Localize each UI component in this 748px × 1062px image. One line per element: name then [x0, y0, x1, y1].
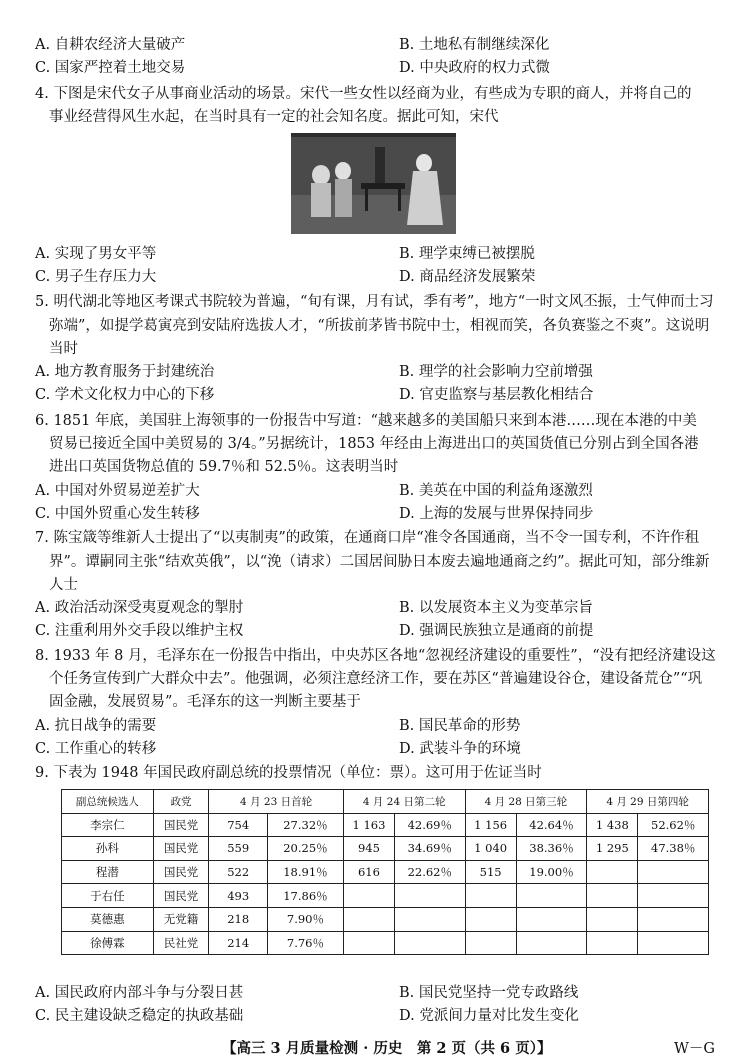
q9-option-b: B. 国民党坚持一党专政路线 — [399, 985, 579, 1001]
q3-option-a: A. 自耕农经济大量破产 — [35, 37, 186, 53]
table-row — [62, 813, 709, 837]
table-cell-r2v — [343, 907, 394, 931]
q6-option-a: A. 中国对外贸易逆差扩大 — [35, 483, 200, 499]
table-header-row — [62, 790, 709, 814]
table-cell-name: 于右任 — [62, 884, 154, 908]
table-cell-r1v: 214 — [209, 931, 268, 955]
q9-option-d: D. 党派间力量对比发生变化 — [399, 1008, 579, 1024]
table-cell-r4v — [587, 860, 638, 884]
paper-code: W－G — [674, 1041, 715, 1057]
table-cell-r2v: 616 — [343, 860, 394, 884]
table-row — [62, 860, 709, 884]
q6-option-c: C. 中国外贸重心发生转移 — [35, 506, 200, 522]
q9-option-c: C. 民主建设缺乏稳定的执政基础 — [35, 1008, 244, 1024]
q7-option-b: B. 以发展资本主义为变革宗旨 — [399, 600, 593, 616]
q7-stem-line2: 界”。谭嗣同主张“结欢英俄”，以“浼（请求）二国居间胁日本废去遍地通商之约”。据此可知，部分维新 — [49, 554, 710, 570]
q6-stem-line2: 贸易已接近全国中美贸易的 3/4。”另据统计，1853 年经由上海进出口的英国货值已分别占到全国各港 — [49, 436, 699, 452]
q9-option-a: A. 国民政府内部斗争与分裂日甚 — [35, 985, 244, 1001]
page-footer: 【高三 3 月质量检测 · 历史 第 2 页（共 6 页）】 — [222, 1040, 552, 1057]
table-cell-r4p — [638, 860, 709, 884]
song-women-commerce-image — [291, 133, 456, 234]
table-cell-r3p — [516, 907, 586, 931]
table-cell-r4p — [638, 907, 709, 931]
table-cell-r3v: 1 156 — [465, 813, 516, 837]
table-cell-party: 民社党 — [153, 931, 209, 955]
table-cell-r2p — [395, 907, 465, 931]
header-candidate: 副总统候选人 — [62, 790, 154, 814]
table-cell-r4v: 1 438 — [587, 813, 638, 837]
q5-option-a: A. 地方教育服务于封建统治 — [35, 364, 215, 380]
q4-option-b: B. 理学束缚已被摆脱 — [399, 246, 535, 262]
table-row — [62, 931, 709, 955]
table-cell-r2p — [395, 884, 465, 908]
table-cell-party: 国民党 — [153, 813, 209, 837]
q5-stem-line1: 5. 明代湖北等地区考课式书院较为普遍，“旬有课，月有试，季有考”，地方“一时文风丕振，士气伸而士习 — [35, 294, 714, 310]
q8-option-c: C. 工作重心的转移 — [35, 741, 157, 757]
table-cell-r1v: 559 — [209, 837, 268, 861]
q6-option-d: D. 上海的发展与世界保持同步 — [399, 506, 594, 522]
table-cell-r4v: 1 295 — [587, 837, 638, 861]
table-cell-r1v: 218 — [209, 907, 268, 931]
header-round1: 4 月 23 日首轮 — [209, 790, 344, 814]
q3-option-b: B. 土地私有制继续深化 — [399, 37, 550, 53]
q4-stem-line1: 4. 下图是宋代女子从事商业活动的场景。宋代一些女性以经商为业，有些成为专职的商人，并将自己的 — [35, 86, 692, 102]
q4-option-a: A. 实现了男女平等 — [35, 246, 157, 262]
q5-option-c: C. 学术文化权力中心的下移 — [35, 387, 215, 403]
table-cell-name: 孙科 — [62, 837, 154, 861]
vote-table — [61, 789, 709, 955]
q5-option-d: D. 官吏监察与基层教化相结合 — [399, 387, 594, 403]
table-cell-r1v: 493 — [209, 884, 268, 908]
table-cell-r2p — [395, 931, 465, 955]
q4-stem-line2: 事业经营得风生水起，在当时具有一定的社会知名度。据此可知，宋代 — [49, 109, 499, 125]
table-row — [62, 907, 709, 931]
q5-option-b: B. 理学的社会影响力空前增强 — [399, 364, 593, 380]
table-cell-r1p: 18.91％ — [268, 860, 344, 884]
table-cell-r3p — [516, 931, 586, 955]
q8-option-b: B. 国民革命的形势 — [399, 718, 521, 734]
q8-option-a: A. 抗日战争的需要 — [35, 718, 157, 734]
table-cell-r2p: 34.69％ — [395, 837, 465, 861]
table-cell-r1v: 522 — [209, 860, 268, 884]
q6-stem-line1: 6. 1851 年底，美国驻上海领事的一份报告中写道：“越来越多的美国船只来到本港……现在本港的中美 — [35, 413, 697, 429]
table-cell-r2v: 1 163 — [343, 813, 394, 837]
q7-stem-line1: 7. 陈宝箴等维新人士提出了“以夷制夷”的政策，在通商口岸“准令各国通商，当不令一国专利，不许作租 — [35, 530, 700, 546]
q3-option-d: D. 中央政府的权力式微 — [399, 60, 550, 76]
table-row — [62, 884, 709, 908]
table-cell-r3v — [465, 907, 516, 931]
table-cell-party: 无党籍 — [153, 907, 209, 931]
header-round2: 4 月 24 日第二轮 — [343, 790, 465, 814]
table-cell-r1p: 20.25％ — [268, 837, 344, 861]
q8-stem-line2: 个任务宣传到广大群众中去”。他强调，必须注意经济工作，要在苏区“普遍建设谷仓，建设备荒仓”“巩 — [49, 671, 703, 687]
header-party: 政党 — [153, 790, 209, 814]
q6-option-b: B. 美英在中国的利益角逐激烈 — [399, 483, 593, 499]
table-cell-r2v: 945 — [343, 837, 394, 861]
q5-stem-line3: 当时 — [49, 341, 78, 357]
table-cell-r2p: 42.69％ — [395, 813, 465, 837]
q7-stem-line3: 人士 — [49, 577, 78, 593]
table-cell-r3v — [465, 884, 516, 908]
table-cell-r3p: 42.64％ — [516, 813, 586, 837]
table-cell-r3p: 38.36％ — [516, 837, 586, 861]
table-cell-party: 国民党 — [153, 837, 209, 861]
q9-stem-line1: 9. 下表为 1948 年国民政府副总统的投票情况（单位：票）。这可用于佐证当时 — [35, 765, 542, 781]
table-cell-r4v — [587, 884, 638, 908]
table-cell-r4p — [638, 884, 709, 908]
table-cell-r3v — [465, 931, 516, 955]
header-round4: 4 月 29 日第四轮 — [587, 790, 709, 814]
table-cell-r2v — [343, 931, 394, 955]
table-cell-party: 国民党 — [153, 884, 209, 908]
table-cell-r4p: 52.62％ — [638, 813, 709, 837]
table-cell-r1p: 17.86％ — [268, 884, 344, 908]
q6-stem-line3: 进出口英国货物总值的 59.7％和 52.5％。这表明当时 — [49, 459, 399, 475]
table-cell-r2v — [343, 884, 394, 908]
table-cell-r3v: 515 — [465, 860, 516, 884]
q7-option-a: A. 政治活动深受夷夏观念的掣肘 — [35, 600, 244, 616]
table-cell-r1p: 7.90％ — [268, 907, 344, 931]
table-cell-r3p — [516, 884, 586, 908]
table-row — [62, 837, 709, 861]
table-cell-r4p: 47.38％ — [638, 837, 709, 861]
table-cell-name: 徐傅霖 — [62, 931, 154, 955]
q8-stem-line3: 固金融，发展贸易”。毛泽东的这一判断主要基于 — [49, 694, 361, 710]
table-cell-r1p: 7.76％ — [268, 931, 344, 955]
table-cell-name: 莫德惠 — [62, 907, 154, 931]
header-round3: 4 月 28 日第三轮 — [465, 790, 587, 814]
table-cell-r4v — [587, 907, 638, 931]
q4-option-d: D. 商品经济发展繁荣 — [399, 269, 536, 285]
q4-option-c: C. 男子生存压力大 — [35, 269, 157, 285]
table-cell-name: 李宗仁 — [62, 813, 154, 837]
q7-option-d: D. 强调民族独立是通商的前提 — [399, 623, 594, 639]
table-cell-party: 国民党 — [153, 860, 209, 884]
q8-stem-line1: 8. 1933 年 8 月，毛泽东在一份报告中指出，中央苏区各地“忽视经济建设的重要性”，“没有把经济建设这 — [35, 648, 716, 664]
table-cell-r4p — [638, 931, 709, 955]
q8-option-d: D. 武装斗争的环境 — [399, 741, 521, 757]
q7-option-c: C. 注重利用外交手段以维护主权 — [35, 623, 244, 639]
table-cell-r1p: 27.32％ — [268, 813, 344, 837]
table-cell-r2p: 22.62％ — [395, 860, 465, 884]
table-cell-r1v: 754 — [209, 813, 268, 837]
table-cell-r4v — [587, 931, 638, 955]
table-cell-r3v: 1 040 — [465, 837, 516, 861]
q3-option-c: C. 国家严控着土地交易 — [35, 60, 186, 76]
q5-stem-line2: 弥端”，如提学葛寅亮到安陆府选拔人才，“所拔前茅皆书院中士，相视而笑，各负赛鉴之不爽”。这说明 — [49, 318, 710, 334]
table-cell-name: 程潜 — [62, 860, 154, 884]
table-cell-r3p: 19.00％ — [516, 860, 586, 884]
